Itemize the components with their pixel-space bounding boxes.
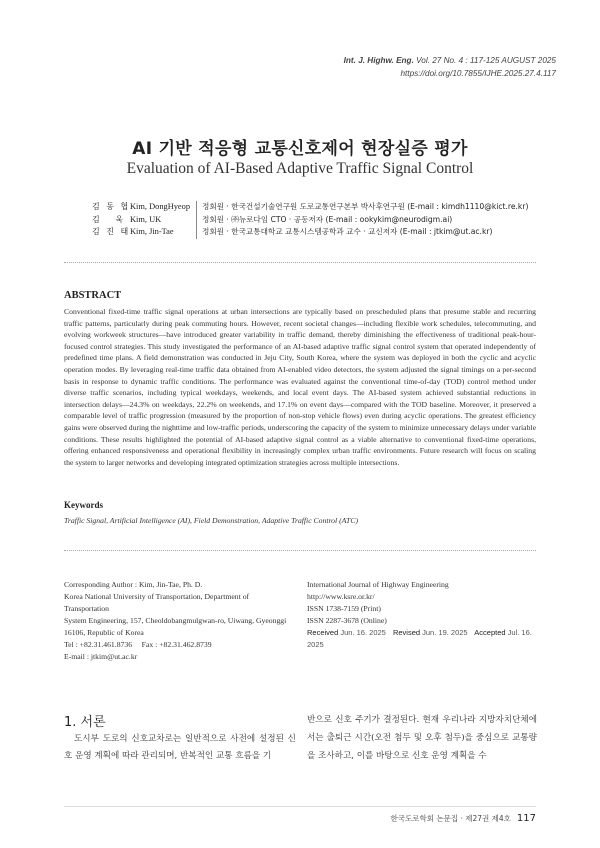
corresponding-author: Corresponding Author : Kim, Jin-Tae, Ph. D. [64, 580, 203, 589]
author-name-korean: 김 욱 [92, 214, 126, 224]
title-korean: AI 기반 적응형 교통신호제어 현장실증 평가 [132, 139, 468, 159]
author-row [92, 226, 528, 239]
corresponding-postcode: 16106, Republic of Korea [64, 628, 144, 637]
footer-journal-label: 한국도로학회 논문집 · 제27권 제4호 [390, 814, 511, 823]
author-name-korean: 김 진 태 [92, 227, 131, 236]
footer-divider [64, 806, 536, 807]
author-list [92, 201, 528, 239]
author-affiliation: 정회원 · 한국교통대학교 교통시스템공학과 교수 · 교신저자 (E-mail : jtkim@ut.ac.kr) [196, 226, 492, 239]
journal-url[interactable]: http://www.ksre.or.kr/ [307, 592, 375, 601]
corresponding-email[interactable]: E-mail : jtkim@ut.ac.kr [64, 652, 138, 661]
received-label: Received [307, 628, 339, 637]
body-text-right: 반으로 신호 주기가 결정된다. 현재 우리나라 지방자치단체에서는 출퇴근 시간(오전 첨두 및 오후 첨두)을 중심으로 교통량을 조사하고, 이를 바탕으로 신호 운영 계획을 수 [307, 715, 537, 761]
keywords-heading: Keywords [64, 500, 103, 510]
accepted-date: Jul. 16. 2025 [307, 628, 532, 649]
author-affiliation: 정회원 · ㈜뉴로다임 CTO · 공동저자 (E-mail : ookykim@neurodigm.ai) [196, 214, 452, 227]
body-text-left: 도시부 도로의 신호교차로는 일반적으로 사전에 설정된 신호 운영 계획에 따라 관리되며, 반복적인 교통 흐름을 기 [64, 734, 296, 761]
author-name-english: Kim, DongHyeop [130, 202, 191, 211]
corresponding-author-block [64, 579, 289, 663]
accepted-label: Accepted [474, 628, 506, 637]
section-heading: 1. 서론 [64, 715, 106, 730]
section-divider [64, 262, 536, 263]
abstract-heading: ABSTRACT [64, 290, 122, 301]
corresponding-phone: Tel : +82.31.461.8736 Fax : +82.31.462.8739 [64, 640, 212, 649]
author-row [92, 201, 528, 214]
revised-date: Jun. 19. 2025 [422, 628, 468, 637]
section-divider [64, 550, 536, 551]
page-footer [390, 813, 536, 824]
journal-abbrev: Int. J. Highw. Eng. [343, 56, 414, 65]
issn-online: ISSN 2287-3678 (Online) [307, 616, 387, 625]
title-english: Evaluation of AI-Based Adaptive Traffic Signal Control [126, 160, 474, 177]
abstract-body: Conventional fixed-time traffic signal operations at urban intersections are typically based on prescheduled plans that presume stable and recurring traffic patterns, particularly during peak commuting hours. However, recent societal changes—including flexible work schedules, telecommuting, and evolving workweek structures—have introduced greater variability in traffic demand, thereby diminishing the effectiveness of traditional peak-hour-focused control strategies. This study investigated the performance of an AI-based adaptive traffic signal control system that operated independently of predefined time plans. A field demonstration was conducted in Jeju City, South Korea, where the system was deployed in both the cyclic and acyclic operation modes. By leveraging real-time traffic data obtained from AI-enabled video detectors, the system adjusted the signal timings on a per-second basis in response to dynamic traffic conditions. The performance was evaluated against the conventional time-of-day (TOD) control method under diverse traffic scenarios, including typical weekdays, weekends, and local event days. The AI-based system achieved substantial reductions in intersection delays—24.3% on weekdays, 22.2% on weekends, and 17.1% on event days—compared with the TOD baseline. Moreover, it preserved a comparable level of traffic progression (measured by the proportion of non-stop vehicle flows) even during acyclic operations. The greatest efficiency gains were observed during the nighttime and low-traffic periods, underscoring the capacity of the system to minimize unnecessary delays under variable conditions. These results highlighted the potential of AI-based adaptive signal control as a viable alternative to conventional fixed-time operations, offering enhanced responsiveness and operational flexibility in increasingly complex urban traffic environments. Future research will focus on scaling the system to larger networks and developing integrated optimization strategies across multiple intersections. [64, 307, 536, 467]
author-name-korean: 김 동 협 [92, 202, 131, 211]
revised-label: Revised [392, 628, 421, 637]
doi-link[interactable]: https://doi.org/10.7855/IJHE.2025.27.4.117 [400, 69, 556, 78]
submission-dates [307, 627, 547, 651]
received-date: Jun. 16. 2025 [340, 628, 386, 637]
keywords-list: Traffic Signal, Artificial Intelligence (AI), Field Demonstration, Adaptive Traffic Control (ATC) [64, 516, 359, 525]
journal-volume: Vol. 27 No. 4 : 117-125 AUGUST 2025 [413, 56, 556, 65]
corresponding-affiliation: Korea National University of Transportation, Department of Transportation [64, 592, 250, 613]
author-row [92, 214, 528, 227]
journal-info-block [307, 579, 547, 651]
journal-reference [344, 54, 556, 80]
author-name-english: Kim, UK [130, 214, 162, 224]
author-affiliation: 정회원 · 한국건설기술연구원 도로교통연구본부 박사후연구원 (E-mail : kimdh1110@kict.re.kr) [196, 201, 528, 214]
journal-name: International Journal of Highway Engineering [307, 580, 449, 589]
issn-print: ISSN 1738-7159 (Print) [307, 604, 381, 613]
corresponding-address: System Engineering, 157, Cheoldobangmulgwan-ro, Uiwang, Gyeonggi [64, 616, 287, 625]
page-number: 117 [516, 813, 536, 824]
author-name-english: Kim, Jin-Tae [130, 227, 174, 236]
